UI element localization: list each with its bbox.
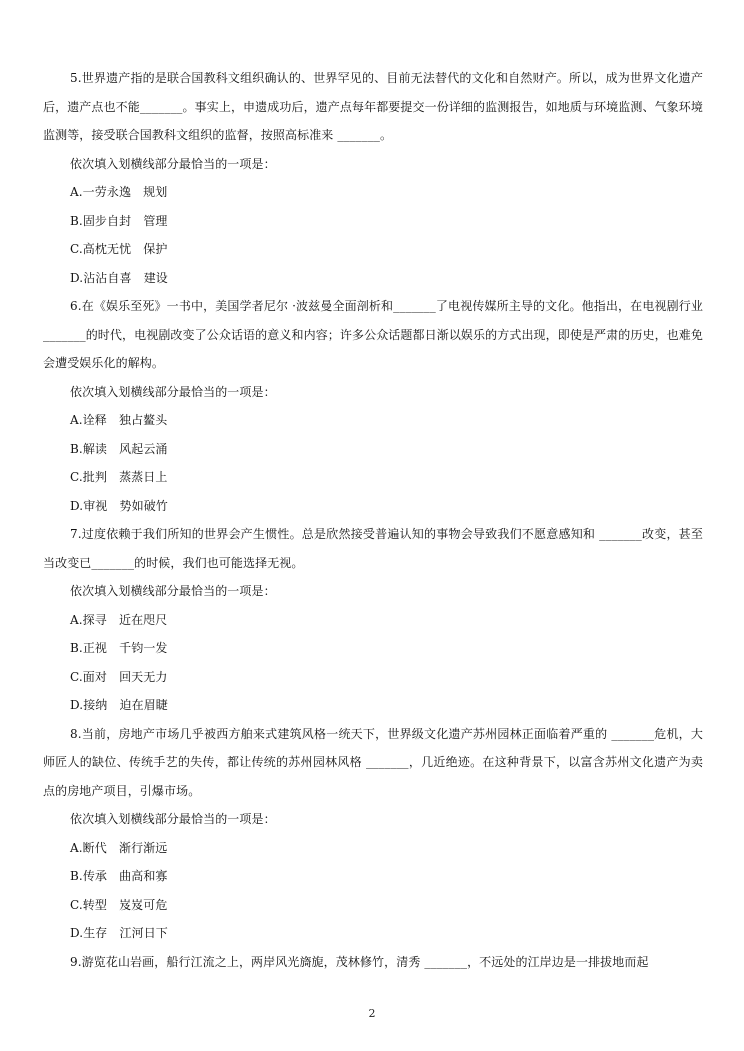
question-prompt: 依次填入划横线部分最恰当的一项是： xyxy=(70,584,276,598)
question-stem: 9.游览花山岩画，船行江流之上，两岸风光旖旎，茂林修竹，清秀 _______，不远处的江岸边是一排拔地而起 xyxy=(70,954,649,969)
question-prompt: 依次填入划横线部分最恰当的一项是： xyxy=(70,156,276,171)
question-6 xyxy=(43,292,703,520)
option-c: C.转型 岌岌可危 xyxy=(70,897,168,912)
question-stem: 7.过度依赖于我们所知的世界会产生惯性。总是欣然接受普遍认知的事物会导致我们不愿意感知和 _______改变，甚至当改变已_______的时候，我们也可能选择无视。 xyxy=(43,527,703,570)
question-9 xyxy=(43,948,703,977)
option-a: A.探寻 近在咫尺 xyxy=(70,612,168,627)
option-b: B.固步自封 管理 xyxy=(70,213,168,228)
question-prompt: 依次填入划横线部分最恰当的一项是： xyxy=(70,384,276,399)
page-content xyxy=(43,64,703,976)
page-number: 2 xyxy=(368,1007,376,1020)
option-c: C.高枕无忧 保护 xyxy=(70,242,168,256)
option-d: D.沾沾自喜 建设 xyxy=(70,270,168,285)
option-a: A.断代 渐行渐远 xyxy=(70,840,168,855)
question-prompt: 依次填入划横线部分最恰当的一项是： xyxy=(70,812,276,826)
option-b: B.解读 风起云涌 xyxy=(70,441,168,456)
question-7 xyxy=(43,520,703,720)
option-d: D.生存 江河日下 xyxy=(70,926,168,940)
option-c: C.面对 回天无力 xyxy=(70,669,168,684)
option-a: A.诠释 独占鳌头 xyxy=(70,413,168,427)
option-b: B.传承 曲高和寡 xyxy=(70,869,168,883)
question-8 xyxy=(43,720,703,948)
option-d: D.接纳 迫在眉睫 xyxy=(70,698,168,712)
question-stem: 8.当前，房地产市场几乎被西方舶来式建筑风格一统天下，世界级文化遗产苏州园林正面临着严重的 _______危机，大师匠人的缺位、传统手艺的失传，都让传统的苏州园林风格 _______，几近绝迹。在这种背景下，以富含苏州文化遗产为卖点的房地产项目，引爆市场。 xyxy=(43,726,703,798)
question-5 xyxy=(43,64,703,292)
option-b: B.正视 千钧一发 xyxy=(70,641,168,655)
option-c: C.批判 蒸蒸日上 xyxy=(70,470,168,484)
option-d: D.审视 势如破竹 xyxy=(70,498,168,513)
question-stem: 6.在《娱乐至死》一书中，美国学者尼尔 ·波兹曼全面剖析和_______了电视传媒所主导的文化。他指出，在电视剧行业_______的时代，电视剧改变了公众话语的意义和内容；许多公众话题都日渐以娱乐的方式出现，即使是严肃的历史，也难免会遭受娱乐化的解构。 xyxy=(43,299,703,370)
question-stem: 5.世界遗产指的是联合国教科文组织确认的、世界罕见的、目前无法替代的文化和自然财产。所以，成为世界文化遗产后，遗产点也不能_______。事实上，申遗成功后，遗产点每年都要提交一份详细的监测报告，如地质与环境监测、气象环境监测等，接受联合国教科文组织的监督，按照高标准来 _______。 xyxy=(43,71,703,142)
option-a: A.一劳永逸 规划 xyxy=(70,185,168,199)
